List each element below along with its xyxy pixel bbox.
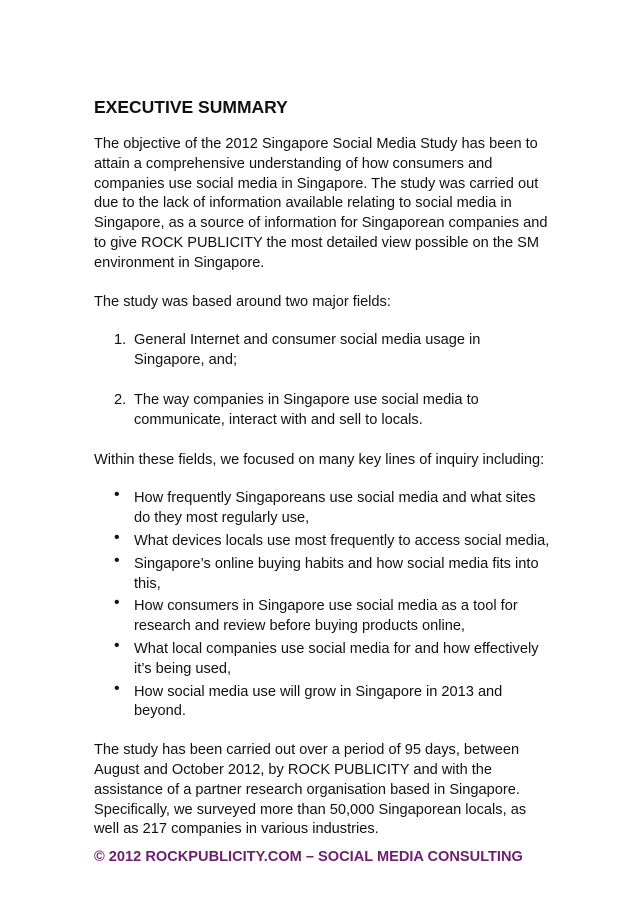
list-item — [94, 679, 554, 723]
inquiry-intro-paragraph: Within these fields, we focused on many key lines of inquiry including: — [94, 451, 545, 468]
list-item-text: General Internet and consumer social media usage in Singapore, and; — [134, 332, 481, 369]
bullet-icon: • — [114, 594, 120, 612]
closing-paragraph: The study has been carried out over a period of 95 days, between August and October 2012, by ROCK PUBLICITY and with the assistance of a partner research organisation based in Singapore. Specifically, we surveyed more than 50,000 Singaporean locals, as well as 217 companies in various industries. — [94, 742, 527, 838]
list-item — [94, 636, 554, 680]
intro-paragraph: The objective of the 2012 Singapore Social Media Study has been to attain a comprehensive understanding of how consumers and companies use social media in Singapore. The study was carried out due to the lack of information available relating to social media in Singapore, as a source of information for Singaporean companies and to give ROCK PUBLICITY the most detailed view possible on the SM environment in Singapore. — [94, 136, 548, 271]
list-item-text: What devices locals use most frequently to access social media, — [134, 532, 550, 549]
list-item-text: How social media use will grow in Singapore in 2013 and beyond. — [134, 683, 503, 720]
inquiry-list — [94, 486, 554, 722]
list-item — [94, 331, 554, 371]
list-item-text: How frequently Singaporeans use social media and what sites do they most regularly use, — [134, 490, 536, 527]
list-item — [94, 391, 554, 431]
list-number: 1. — [114, 332, 127, 349]
list-item — [94, 486, 554, 529]
fields-intro-paragraph: The study was based around two major fields: — [94, 293, 391, 310]
bullet-icon: • — [114, 636, 120, 654]
list-item — [94, 528, 554, 552]
list-item — [94, 551, 554, 595]
fields-list — [94, 331, 554, 430]
bullet-icon: • — [114, 551, 120, 569]
bullet-icon: • — [114, 528, 120, 546]
list-item-text: Singapore’s online buying habits and how social media fits into this, — [134, 555, 539, 592]
list-item — [94, 594, 554, 637]
bullet-icon: • — [114, 486, 120, 504]
list-item-text: The way companies in Singapore use social media to communicate, interact with and sell to locals. — [134, 391, 479, 428]
document-body — [94, 96, 554, 859]
list-item-text: How consumers in Singapore use social media as a tool for research and review before buying products online, — [134, 598, 518, 635]
list-item-text: What local companies use social media for and how effectively it’s being used, — [134, 640, 539, 677]
bullet-icon: • — [114, 679, 120, 697]
footer-copyright: © 2012 ROCKPUBLICITY.COM – SOCIAL MEDIA CONSULTING — [94, 849, 523, 865]
page-title: EXECUTIVE SUMMARY — [94, 97, 288, 117]
list-number: 2. — [114, 391, 127, 408]
